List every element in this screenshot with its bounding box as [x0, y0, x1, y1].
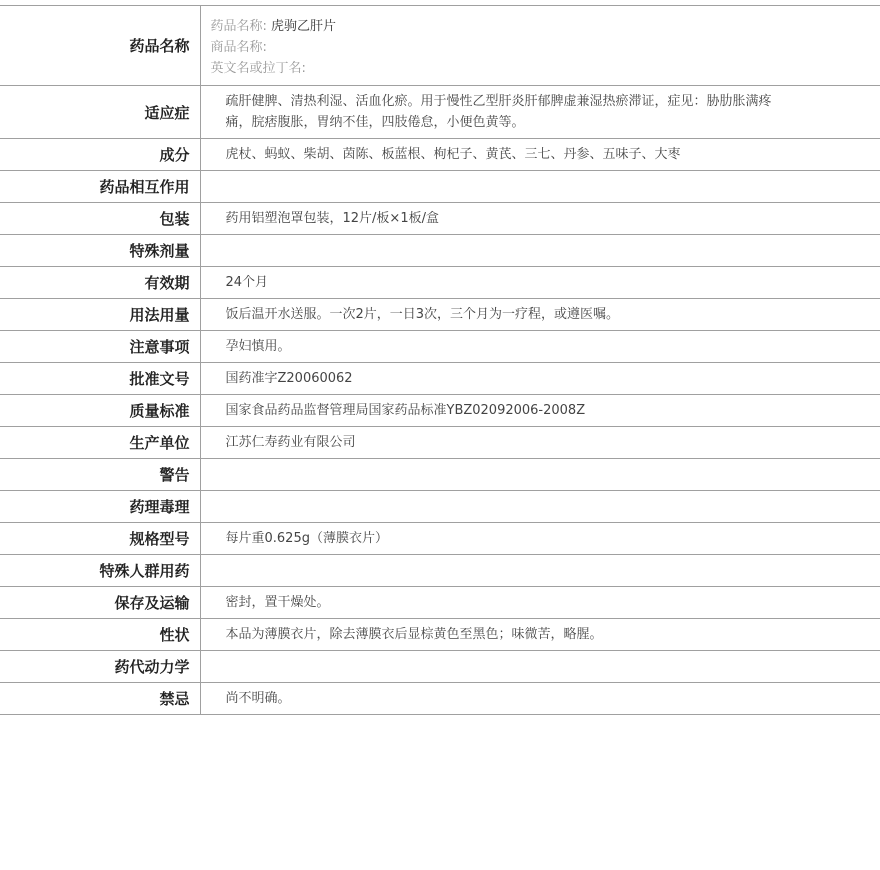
- drug-name-value: 虎驹乙肝片: [271, 19, 337, 34]
- row-label: 适应症: [0, 86, 200, 139]
- row-value: 每片重0.625g（薄膜衣片）: [225, 531, 388, 546]
- row-special-populations: [0, 555, 880, 587]
- row-label: 包装: [0, 203, 200, 235]
- row-label: 警告: [0, 459, 200, 491]
- row-value: 饭后温开水送服。一次2片，一日3次，三个月为一疗程，或遵医嘱。: [225, 307, 620, 322]
- row-label: 药品相互作用: [0, 171, 200, 203]
- row-value: [200, 235, 880, 267]
- row-label: 注意事项: [0, 331, 200, 363]
- row-shelf-life: [0, 267, 880, 299]
- row-ingredients: [0, 139, 880, 171]
- row-value: 国家食品药品监督管理局国家药品标准YBZ02092006-2008Z: [225, 403, 586, 418]
- row-label: 特殊剂量: [0, 235, 200, 267]
- row-label: 成分: [0, 139, 200, 171]
- row-pharmacology: [0, 491, 880, 523]
- row-quality-standard: [0, 395, 880, 427]
- row-manufacturer: [0, 427, 880, 459]
- row-contraindications: [0, 683, 880, 715]
- drug-spec-table: [0, 5, 880, 715]
- row-value: 24个月: [225, 275, 269, 290]
- row-label: 药代动力学: [0, 651, 200, 683]
- row-label: 保存及运输: [0, 587, 200, 619]
- row-label: 生产单位: [0, 427, 200, 459]
- row-value: 虎杖、蚂蚁、柴胡、茵陈、板蓝根、枸杞子、黄芪、三七、丹参、五味子、大枣: [225, 147, 681, 162]
- row-value: 药用铝塑泡罩包装，12片/板×1板/盒: [225, 211, 439, 226]
- row-value: 疏肝健脾、清热利湿、活血化瘀。用于慢性乙型肝炎肝郁脾虚兼湿热瘀滞证，症见：胁肋胀满疼痛，脘痞腹胀，胃纳不佳，四肢倦怠，小便色黄等。: [225, 94, 772, 130]
- row-approval-number: [0, 363, 880, 395]
- row-value: 本品为薄膜衣片，除去薄膜衣后显棕黄色至黑色；味微苦，略腥。: [225, 627, 603, 642]
- row-dosage: [0, 299, 880, 331]
- latin-name-key: 英文名或拉丁名:: [210, 61, 306, 76]
- row-value: 孕妇慎用。: [225, 339, 291, 354]
- row-description: [0, 619, 880, 651]
- trade-name-key: 商品名称:: [210, 40, 267, 55]
- row-label: 禁忌: [0, 683, 200, 715]
- row-specification: [0, 523, 880, 555]
- row-indications: [0, 86, 880, 139]
- row-drug-names: [0, 6, 880, 86]
- row-label: 有效期: [0, 267, 200, 299]
- trade-name-line: [211, 37, 871, 58]
- row-warning: [0, 459, 880, 491]
- drug-names-cell: [200, 6, 880, 86]
- drug-name-line: [211, 16, 871, 37]
- drug-name-key: 药品名称:: [210, 19, 267, 34]
- row-packaging: [0, 203, 880, 235]
- row-value: [200, 555, 880, 587]
- row-drug-interactions: [0, 171, 880, 203]
- row-label: 药品名称: [0, 6, 200, 86]
- row-value: 江苏仁寿药业有限公司: [225, 435, 356, 450]
- row-precautions: [0, 331, 880, 363]
- row-label: 药理毒理: [0, 491, 200, 523]
- row-value: 国药准字Z20060062: [225, 371, 353, 386]
- row-label: 性状: [0, 619, 200, 651]
- row-label: 质量标准: [0, 395, 200, 427]
- row-special-dosage: [0, 235, 880, 267]
- row-label: 批准文号: [0, 363, 200, 395]
- row-value: [200, 651, 880, 683]
- row-value: 密封，置干燥处。: [225, 595, 330, 610]
- row-label: 规格型号: [0, 523, 200, 555]
- row-pharmacokinetics: [0, 651, 880, 683]
- row-storage: [0, 587, 880, 619]
- row-label: 特殊人群用药: [0, 555, 200, 587]
- row-value: 尚不明确。: [225, 691, 291, 706]
- row-label: 用法用量: [0, 299, 200, 331]
- row-value: [200, 171, 880, 203]
- row-value: [200, 459, 880, 491]
- latin-name-line: [211, 58, 871, 79]
- row-value: [200, 491, 880, 523]
